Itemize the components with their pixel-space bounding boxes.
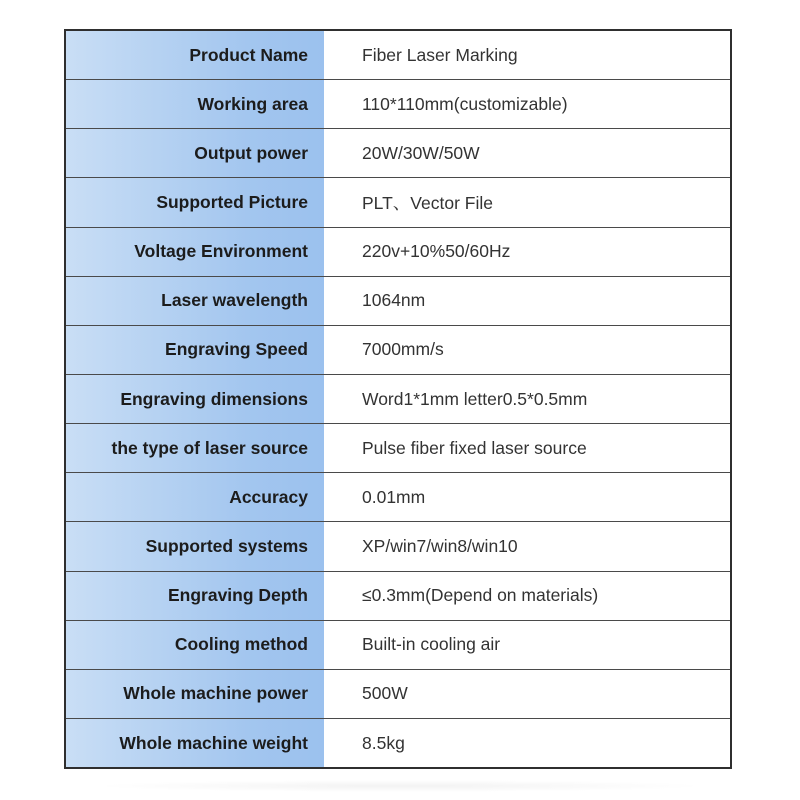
- spec-label: Whole machine weight: [66, 719, 324, 767]
- spec-value: Built-in cooling air: [324, 621, 730, 669]
- spec-value: Fiber Laser Marking: [324, 31, 730, 79]
- spec-label: Accuracy: [66, 473, 324, 521]
- spec-value: Word1*1mm letter0.5*0.5mm: [324, 375, 730, 423]
- spec-value: 7000mm/s: [324, 326, 730, 374]
- spec-row-output-power: [66, 128, 730, 177]
- spec-row-accuracy: [66, 472, 730, 521]
- spec-row-supported-systems: [66, 521, 730, 570]
- spec-value: Pulse fiber fixed laser source: [324, 424, 730, 472]
- spec-row-machine-weight: [66, 718, 730, 767]
- spec-row-engraving-dimensions: [66, 374, 730, 423]
- spec-value: PLT、Vector File: [324, 178, 730, 226]
- spec-label: Engraving dimensions: [66, 375, 324, 423]
- spec-value: 8.5kg: [324, 719, 730, 767]
- spec-label: Product Name: [66, 31, 324, 79]
- spec-value: ≤0.3mm(Depend on materials): [324, 572, 730, 620]
- spec-row-supported-picture: [66, 177, 730, 226]
- spec-label: Voltage Environment: [66, 228, 324, 276]
- spec-row-engraving-depth: [66, 571, 730, 620]
- spec-label: Cooling method: [66, 621, 324, 669]
- spec-value: 20W/30W/50W: [324, 129, 730, 177]
- spec-row-machine-power: [66, 669, 730, 718]
- spec-row-working-area: [66, 79, 730, 128]
- spec-label: Supported systems: [66, 522, 324, 570]
- spec-row-laser-source-type: [66, 423, 730, 472]
- spec-value: 0.01mm: [324, 473, 730, 521]
- spec-label: Laser wavelength: [66, 277, 324, 325]
- spec-table: [64, 29, 732, 769]
- table-shadow: [90, 780, 710, 792]
- spec-label: Working area: [66, 80, 324, 128]
- spec-value: 1064nm: [324, 277, 730, 325]
- spec-label: Output power: [66, 129, 324, 177]
- spec-row-laser-wavelength: [66, 276, 730, 325]
- spec-label: Supported Picture: [66, 178, 324, 226]
- spec-row-product-name: [66, 31, 730, 79]
- spec-row-engraving-speed: [66, 325, 730, 374]
- spec-value: 220v+10%50/60Hz: [324, 228, 730, 276]
- spec-label: Whole machine power: [66, 670, 324, 718]
- spec-value: 500W: [324, 670, 730, 718]
- spec-row-cooling-method: [66, 620, 730, 669]
- spec-row-voltage-environment: [66, 227, 730, 276]
- spec-value: 110*110mm(customizable): [324, 80, 730, 128]
- spec-label: Engraving Depth: [66, 572, 324, 620]
- spec-label: the type of laser source: [66, 424, 324, 472]
- spec-value: XP/win7/win8/win10: [324, 522, 730, 570]
- spec-label: Engraving Speed: [66, 326, 324, 374]
